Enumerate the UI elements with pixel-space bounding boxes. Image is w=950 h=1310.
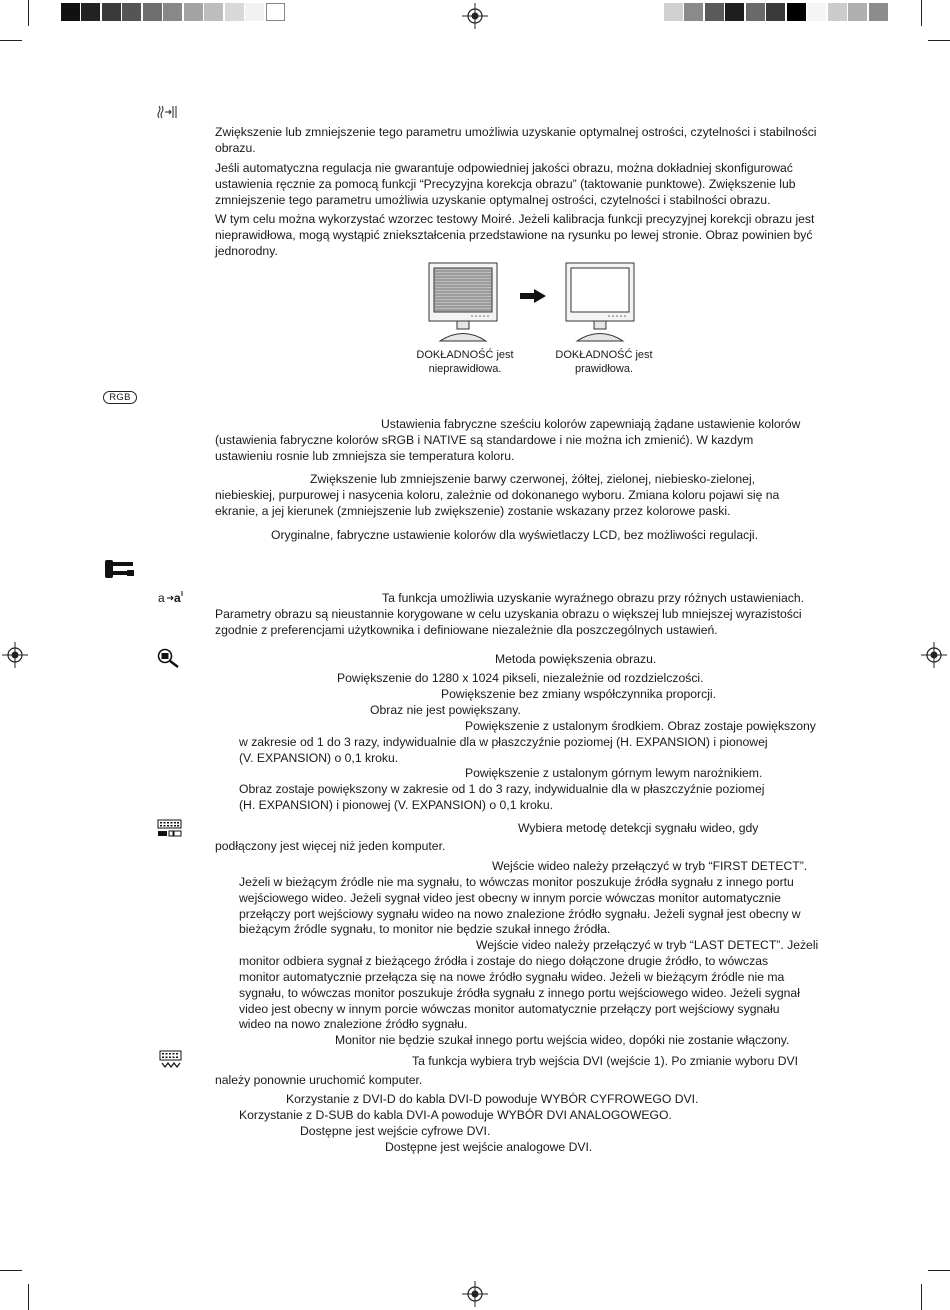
registration-mark-icon	[2, 642, 28, 668]
crop-mark	[28, 1284, 29, 1310]
color-line-1: Ustawienia fabryczne sześciu kolorów zapewniają żądane ustawienie kolorów	[381, 417, 801, 431]
crop-mark	[921, 1284, 922, 1310]
video-detect-line-7: bieżącym źródle sygnału, to monitor nie będzie szukał innego źródła.	[239, 922, 611, 936]
swatch	[61, 3, 80, 21]
swatch	[225, 3, 244, 21]
swatch	[869, 3, 888, 21]
sharpness-line-2: Parametry obrazu są nieustannie korygowane w celu uzyskania obrazu o większej lub mniejszej wyrazistości	[215, 607, 802, 621]
expansion-line-6: w zakresie od 1 do 3 razy, indywidualnie dla w płaszczyźnie poziomej (H. EXPANSION) i pionowej	[239, 735, 768, 749]
swatch	[664, 3, 683, 21]
video-detect-line-10: monitor automatycznie przełącza się na nowe źródło sygnału wideo. Jeżeli w bieżącym źródle nie ma	[239, 970, 785, 984]
video-detect-line-5: wejściowego wideo. Jeżeli sygnał video jest obecny w innym porcie wówczas monitor automatycznie	[239, 891, 781, 905]
swatch	[266, 3, 285, 21]
rgb-icon	[103, 391, 137, 404]
color-line-6: ekranie, a jej kierunek (zmniejszenie lub zwiększenie) zostanie wskazany przez kolorowe paski.	[215, 504, 731, 518]
monitor-clear-illustration	[565, 262, 635, 344]
swatch	[848, 3, 867, 21]
expansion-icon	[157, 648, 181, 668]
swatch	[122, 3, 141, 21]
swatch	[828, 3, 847, 21]
crop-mark	[921, 0, 922, 26]
dvi-line-2: należy ponownie uruchomić komputer.	[215, 1073, 423, 1087]
video-detect-line-4: Jeżeli w bieżącym źródle nie ma sygnału, to wówczas monitor poszukuje źródła sygnału z innego portu	[239, 875, 794, 889]
registration-mark-icon	[921, 642, 947, 668]
swatch	[163, 3, 182, 21]
caption-correct: DOKŁADNOŚĆ jest prawidłowa.	[555, 349, 653, 375]
swatch	[81, 3, 100, 21]
swatch	[184, 3, 203, 21]
arrow-right-icon	[520, 289, 546, 303]
swatch	[102, 3, 121, 21]
color-bar-left	[61, 0, 286, 24]
swatch	[143, 3, 162, 21]
registration-mark-icon	[462, 1281, 488, 1307]
fine-adjust-icon	[157, 105, 179, 119]
fine-paragraph-2: Jeśli automatyczna regulacja nie gwarantuje odpowiedniej jakości obrazu, można dokładniej skonfigurować ustawienia ręcznie za pomocą funkcji “Precyzyjna korekcja obrazu” (taktowanie punktowe). Zwiększenie lub zmniejszenie tego parametru umożliwia uzyskanie optymalnej ostrości, czytelności i stabilności obrazu.	[215, 161, 796, 208]
swatch	[705, 3, 724, 21]
crop-mark	[28, 0, 29, 26]
monitor-moire-illustration	[428, 262, 498, 344]
sharpness-line-3: zgodnie z preferencjami użytkownika i definiowane niezależnie dla poszczególnych ustawień.	[215, 623, 718, 637]
video-detect-line-12: video jest obecny w innym porcie wówczas monitor automatycznie przełączy port wejściowy sygnału	[239, 1002, 780, 1016]
dvi-selection-icon	[158, 1049, 184, 1071]
sharpness-line-1: Ta funkcja umożliwia uzyskanie wyraźnego obrazu przy różnych ustawieniach.	[382, 591, 805, 605]
swatch	[684, 3, 703, 21]
svg-text:a: a	[174, 591, 181, 605]
color-line-5: niebieskiej, purpurowej i nasycenia koloru, zależnie od dokonanego wyboru. Zmiana koloru pojawi się na	[215, 488, 780, 502]
dvi-line-5: Dostępne jest wejście cyfrowe DVI.	[300, 1124, 491, 1138]
video-detect-line-2: podłączony jest więcej niż jeden komputer.	[215, 839, 446, 853]
swatch	[204, 3, 223, 21]
color-bar-right	[664, 0, 889, 24]
expansion-line-8: Powiększenie z ustalonym górnym lewym narożnikiem.	[465, 766, 763, 780]
color-line-2: (ustawienia fabryczne kolorów sRGB i NATIVE są standardowe i nie można ich zmienić). W kazdym	[215, 433, 754, 447]
svg-text:a: a	[158, 591, 165, 605]
fine-paragraph-1: Zwiększenie lub zmniejszenie tego parametru umożliwia uzyskanie optymalnej ostrości, czytelności i stabilności obrazu.	[215, 125, 817, 156]
video-detect-line-13: wideo na nowo znalezione źródło sygnału.	[239, 1017, 468, 1031]
caption-incorrect: DOKŁADNOŚĆ jest nieprawidłowa.	[416, 349, 514, 375]
expansion-line-7: (V. EXPANSION) o 0,1 kroku.	[239, 751, 399, 765]
expansion-line-10: (H. EXPANSION) i pionowej (V. EXPANSION) o 0,1 kroku.	[239, 798, 554, 812]
expansion-line-9: Obraz zostaje powiększony w zakresie od 1 do 3 razy, indywidualnie dla w płaszczyźnie poziomej	[239, 782, 765, 796]
video-detect-line-6: przełączy port wejściowy sygnału wideo na nowo znalezione źródło sygnału. Jeżeli sygnał jest obecny w	[239, 907, 801, 921]
dvi-line-1: Ta funkcja wybiera tryb wejścia DVI (wejście 1). Po zmianie wyboru DVI	[412, 1054, 799, 1068]
expansion-line-5: Powiększenie z ustalonym środkiem. Obraz zostaje powiększony	[465, 719, 816, 733]
swatch	[725, 3, 744, 21]
expansion-line-2: Powiększenie do 1280 x 1024 pikseli, niezależnie od rozdzielczości.	[337, 671, 704, 685]
dvi-line-6: Dostępne jest wejście analogowe DVI.	[385, 1140, 593, 1154]
crop-mark	[0, 40, 22, 41]
rgb-icon-label: RGB	[109, 391, 131, 403]
crop-mark	[0, 1270, 22, 1271]
video-detect-line-9: monitor odbiera sygnał z bieżącego źródła i zostaje do niego dołączone drugie źródło, to wówczas	[239, 954, 769, 968]
fine-paragraph-3: W tym celu można wykorzystać wzorzec testowy Moiré. Jeżeli kalibracja funkcji precyzyjnej korekcji obrazu jest nieprawidłowa, mogą wystąpić zniekształcenia przedstawione na rysunku po lewej stronie. Obraz powinien być jednorodny.	[215, 212, 815, 259]
color-line-7: Oryginalne, fabryczne ustawienie kolorów dla wyświetlaczy LCD, bez możliwości regulacji.	[271, 528, 759, 542]
video-detect-line-11: sygnału, to wówczas monitor poszukuje źródła sygnału z innego portu wejściowego wideo. Jeżeli sygnał	[239, 986, 800, 1000]
tools-icon	[103, 558, 135, 580]
expansion-line-3: Powiększenie bez zmiany współczynnika proporcji.	[441, 687, 717, 701]
video-detect-icon	[157, 818, 183, 838]
swatch	[807, 3, 826, 21]
color-line-3: ustawieniu rosnie lub zmniejsza sie temperatura koloru.	[215, 449, 515, 463]
sharpness-icon	[158, 590, 186, 606]
video-detect-line-3: Wejście wideo należy przełączyć w tryb “FIRST DETECT”.	[492, 859, 808, 873]
swatch	[787, 3, 806, 21]
color-line-4: Zwiększenie lub zmniejszenie barwy czerwonej, żółtej, zielonej, niebiesko-zielonej,	[310, 472, 756, 486]
crop-mark	[928, 40, 950, 41]
swatch	[746, 3, 765, 21]
swatch	[766, 3, 785, 21]
registration-mark-icon	[462, 3, 488, 29]
dvi-line-4: Korzystanie z D-SUB do kabla DVI-A powoduje WYBÓR DVI ANALOGOWEGO.	[239, 1108, 672, 1122]
crop-mark	[928, 1270, 950, 1271]
video-detect-line-1: Wybiera metodę detekcji sygnału wideo, gdy	[518, 821, 759, 835]
swatch	[245, 3, 264, 21]
dvi-line-3: Korzystanie z DVI-D do kabla DVI-D powoduje WYBÓR CYFROWEGO DVI.	[286, 1092, 699, 1106]
expansion-line-4: Obraz nie jest powiększany.	[370, 703, 521, 717]
video-detect-line-14: Monitor nie będzie szukał innego portu wejścia wideo, dopóki nie zostanie włączony.	[335, 1033, 790, 1047]
expansion-line-1: Metoda powiększenia obrazu.	[495, 652, 657, 666]
video-detect-line-8: Wejście video należy przełączyć w tryb “LAST DETECT”. Jeżeli	[476, 938, 819, 952]
